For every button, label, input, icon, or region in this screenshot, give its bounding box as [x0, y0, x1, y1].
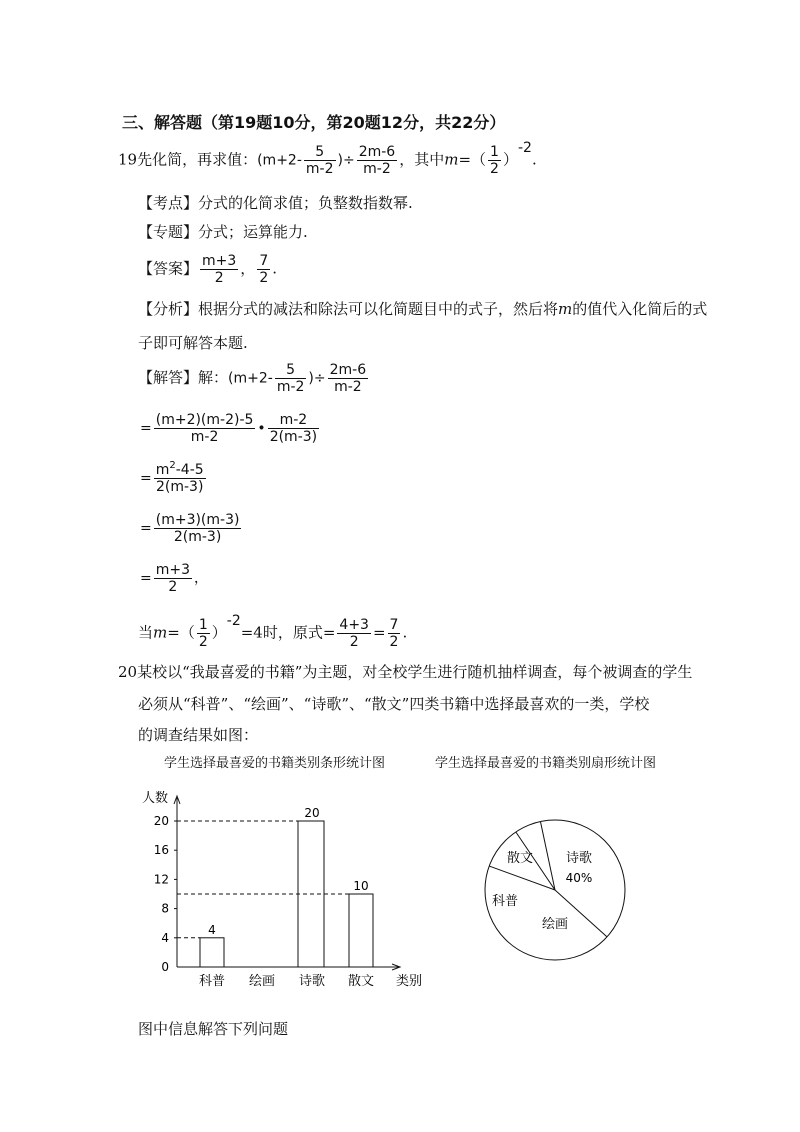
- x-tick-label: 绘画: [248, 974, 276, 989]
- x-tick-label: 散文: [347, 974, 375, 989]
- q19-frac-2: $\frac{2m-6}{m-2}$: [358, 144, 396, 177]
- pie-slice-label: 诗歌: [565, 851, 593, 866]
- y-tick-label: 8: [161, 901, 169, 916]
- bar: [200, 938, 224, 967]
- x-axis-label: 类别: [396, 974, 423, 989]
- q19-problem: 19先化简，再求值：(m+2- $\frac{5}{m-2}$ )÷ $\frac{2m-6}{m-2}$ ，其中m=（ $\frac{1}{2}$ ）-2.: [118, 140, 537, 177]
- q19-jieda: 【解答】解：(m+2- $\frac{5}{m-2}$ )÷ $\frac{2m-6}{m-2}$: [138, 362, 367, 395]
- q19-step-4: = $\frac{m+3}{2}$ ，: [140, 562, 209, 595]
- q19-kaodian: 【考点】分式的化简求值；负整数指数幂.: [138, 194, 413, 212]
- pie-slice-label: 散文: [506, 851, 534, 866]
- q19-step-2: = $\frac{m^2-4-5}{2(m-3)}$: [140, 460, 204, 495]
- q19-frac-1: $\frac{5}{m-2}$: [305, 144, 334, 177]
- y-tick-label: 16: [153, 843, 169, 858]
- q19-step-1: = $\frac{(m+2)(m-2)-5}{m-2}$ • $\frac{m-2}{2(m-3)}$: [140, 412, 318, 445]
- q19-zhuanti: 【专题】分式；运算能力.: [138, 223, 308, 241]
- bar-data-label: 20: [304, 806, 320, 820]
- q20-line1: 20某校以“我最喜爱的书籍”为主题，对全校学生进行随机抽样调查，每个被调查的学生: [118, 663, 693, 681]
- pie-chart-title: 学生选择最喜爱的书籍类别扇形统计图: [435, 756, 657, 771]
- q19-fenxi-line2: 子即可解答本题.: [138, 334, 248, 352]
- bar: [349, 894, 373, 967]
- y-axis-label: 人数: [142, 791, 169, 806]
- q19-answer: 【答案】 $\frac{m+3}{2}$ ， $\frac{7}{2}$ .: [138, 253, 278, 286]
- x-tick-label: 诗歌: [298, 974, 326, 989]
- q20-line3: 的调查结果如图：: [138, 726, 259, 744]
- q19-step-3: = $\frac{(m+3)(m-3)}{2(m-3)}$: [140, 512, 240, 545]
- y-tick-label: 12: [153, 872, 169, 887]
- q19-prefix: 19先化简，再求值：: [118, 150, 258, 169]
- pie-slice-label: 科普: [491, 894, 519, 909]
- pie-slice-label: 绘画: [541, 917, 569, 932]
- bar-chart: [120, 780, 440, 995]
- y-tick-label: 0: [161, 960, 169, 974]
- pie-chart: [475, 810, 635, 970]
- x-tick-label: 科普: [198, 974, 226, 989]
- pie-percent-label: 40%: [565, 871, 593, 885]
- section-title: 三、解答题（第19题10分，第20题12分，共22分）: [122, 113, 506, 132]
- y-tick-label: 4: [161, 930, 169, 945]
- q19-fenxi-line1: 【分析】根据分式的减法和除法可以化简题目中的式子，然后将m的值代入化简后的式: [138, 300, 708, 318]
- bar-data-label: 4: [208, 922, 216, 937]
- bar-data-label: 10: [353, 879, 369, 893]
- q20-footer: 图中信息解答下列问题: [138, 1020, 289, 1038]
- q20-line2: 必须从“科普”、“绘画”、“诗歌”、“散文”四类书籍中选择最喜欢的一类，学校: [138, 695, 650, 713]
- q19-final: 当m=（ $\frac{1}{2}$ ）-2=4时，原式= $\frac{4+3}{2}$ = $\frac{7}{2}$ .: [138, 613, 408, 650]
- bar-chart-title: 学生选择最喜爱的书籍类别条形统计图: [164, 756, 386, 771]
- q19-frac-3: $\frac{1}{2}$: [490, 144, 499, 177]
- y-tick-label: 20: [153, 814, 169, 828]
